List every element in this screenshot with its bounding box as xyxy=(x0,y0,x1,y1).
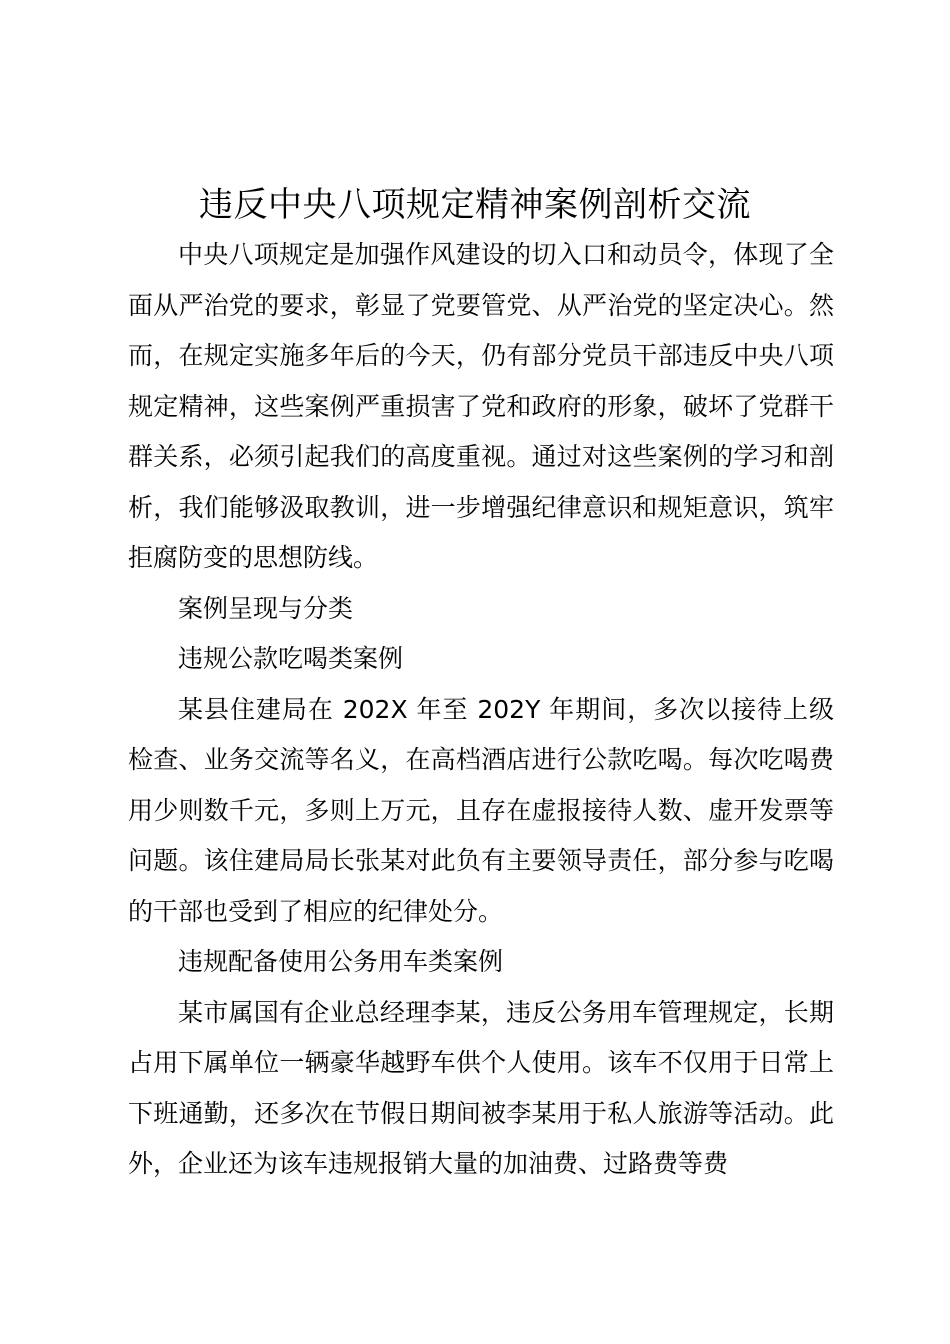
case2-paragraph: 某市属国有企业总经理李某，违反公务用车管理规定，长期占用下属单位一辆豪华越野车供个人使用。该车不仅用于日常上下班通勤，还多次在节假日期间被李某用于私人旅游等活动。此外，企业还为该车违规报销大量的加油费、过路费等费 xyxy=(128,997,834,1178)
case1-heading: 违规公款吃喝类案例 xyxy=(178,644,404,673)
section-heading: 案例呈现与分类 xyxy=(178,593,354,623)
intro-paragraph: 中央八项规定是加强作风建设的切入口和动员令，体现了全面从严治党的要求，彰显了党要管党、从严治党的坚定决心。然而，在规定实施多年后的今天，仍有部分党员干部违反中央八项规定精神，这些案例严重损害了党和政府的形象，破坏了党群干群关系，必须引起我们的高度重视。通过对这些案例的学习和剖析，我们能够汲取教训，进一步增强纪律意识和规矩意识，筑牢拒腐防变的思想防线。 xyxy=(128,240,834,572)
case1-paragraph: 某县住建局在 202X 年至 202Y 年期间，多次以接待上级检查、业务交流等名义，在高档酒店进行公款吃喝。每次吃喝费用少则数千元，多则上万元，且存在虚报接待人数、虚开发票等问题。该住建局局长张某对此负有主要领导责任，部分参与吃喝的干部也受到了相应的纪律处分。 xyxy=(128,694,834,926)
document-body xyxy=(128,230,834,1190)
case2-heading: 违规配备使用公务用车类案例 xyxy=(178,947,504,976)
document-title: 违反中央八项规定精神案例剖析交流 xyxy=(199,185,751,225)
